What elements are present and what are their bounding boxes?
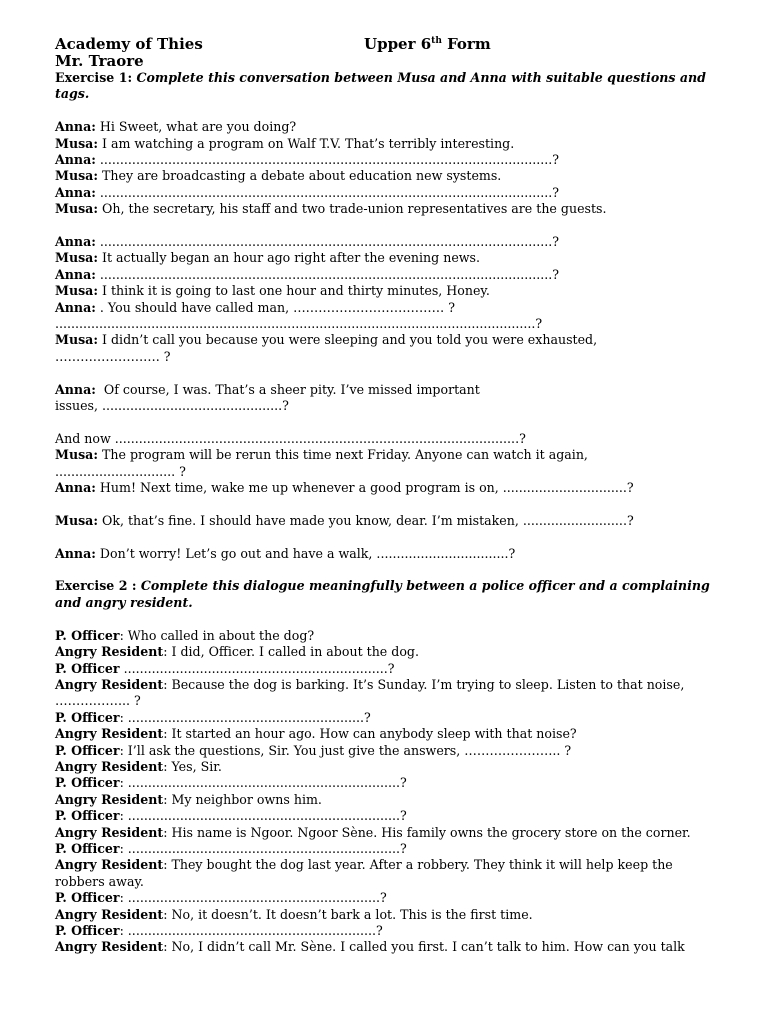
line-text: : I did, Officer. I called in about the dog. xyxy=(163,644,419,660)
dialogue-line xyxy=(55,464,715,480)
dialogue-line xyxy=(55,710,715,726)
dialogue-line xyxy=(55,250,715,266)
dialogue-line xyxy=(55,726,715,742)
line-text: : No, it doesn’t. It doesn’t bark a lot. This is the first time. xyxy=(163,906,533,922)
class-level xyxy=(364,36,491,53)
line-text: : His name is Ngoor. Ngoor Sène. His family owns the grocery store on the corner. xyxy=(163,824,691,840)
spacer xyxy=(55,218,715,234)
speaker-name: Musa: xyxy=(55,512,98,528)
spacer xyxy=(55,611,715,627)
teacher-name: Mr. Traore xyxy=(55,52,144,70)
dialogue-line xyxy=(55,513,715,529)
dialogue-line xyxy=(55,825,715,841)
dialogue-line xyxy=(55,677,715,693)
line-text: : It started an hour ago. How can anybody sleep with that noise? xyxy=(163,726,577,742)
dialogue-line xyxy=(55,300,715,316)
speaker-name: P. Officer xyxy=(55,660,120,676)
line-text: issues, .............................................? xyxy=(55,398,289,414)
line-text: : ....................................................................? xyxy=(119,840,407,856)
speaker-name: Angry Resident xyxy=(55,857,164,873)
line-text: : No, I didn’t call Mr. Sène. I called you first. I can’t talk to him. How can you talk xyxy=(163,939,685,955)
line-text: Oh, the secretary, his staff and two trade-union representatives are the guests. xyxy=(98,201,607,217)
speaker-name: Musa: xyxy=(55,332,98,348)
dialogue-line xyxy=(55,923,715,939)
dialogue-line xyxy=(55,661,715,677)
line-text: They are broadcasting a debate about education new systems. xyxy=(98,168,502,184)
line-text: : ....................................................................? xyxy=(119,808,407,824)
speaker-name: Musa: xyxy=(55,168,98,184)
speaker-name: P. Officer xyxy=(55,742,120,758)
dialogue-line xyxy=(55,185,715,201)
line-text: : ...........................................................? xyxy=(119,709,371,725)
dialogue-line xyxy=(55,743,715,759)
speaker-name: P. Officer xyxy=(55,709,120,725)
class-level-sup: th xyxy=(431,36,442,46)
class-level-prefix: Upper 6 xyxy=(364,35,432,53)
speaker-name: Musa: xyxy=(55,447,98,463)
dialogue-line xyxy=(55,939,715,955)
dialogue-line xyxy=(55,759,715,775)
spacer xyxy=(55,103,715,119)
speaker-name: Musa: xyxy=(55,283,98,299)
line-text: I didn’t call you because you were sleeping and you told you were exhausted, xyxy=(98,332,598,348)
dialogue-line xyxy=(55,890,715,906)
dialogue-line xyxy=(55,775,715,791)
speaker-name: Angry Resident xyxy=(55,906,164,922)
speaker-name: P. Officer xyxy=(55,840,120,856)
dialogue-line xyxy=(55,841,715,857)
dialogue-line xyxy=(55,546,715,562)
dialogue-line xyxy=(55,693,715,709)
dialogue-line xyxy=(55,447,715,463)
line-text: ……………………. ? xyxy=(55,348,171,364)
exercise-2 xyxy=(55,578,715,955)
line-text: . You should have called man, ……………………………… ? xyxy=(95,299,455,315)
speaker-name: Angry Resident xyxy=(55,824,164,840)
dialogue-line xyxy=(55,267,715,283)
exercise-2-instruction xyxy=(55,578,715,611)
line-text: And now .....................................................................................................? xyxy=(55,430,526,446)
speaker-name: Musa: xyxy=(55,201,98,217)
exercise-1-instruction xyxy=(55,70,715,103)
dialogue-line xyxy=(55,808,715,824)
school-name: Academy of Thies xyxy=(55,35,203,53)
dialogue-line xyxy=(55,857,715,873)
document-header xyxy=(55,36,715,70)
spacer xyxy=(55,562,715,578)
speaker-name: Anna: xyxy=(55,381,96,397)
line-text: .................................................................................................................? xyxy=(95,184,560,200)
dialogue-line xyxy=(55,316,715,332)
speaker-name: Anna: xyxy=(55,299,96,315)
speaker-name: Angry Resident xyxy=(55,791,164,807)
speaker-name: Angry Resident xyxy=(55,644,164,660)
line-text: Of course, I was. That’s a sheer pity. I’ve missed important xyxy=(95,381,480,397)
line-text: : ..............................................................? xyxy=(119,923,383,938)
dialogue-line xyxy=(55,136,715,152)
line-text: .................................................................................................................? xyxy=(95,266,560,282)
dialogue-line xyxy=(55,119,715,135)
exercise-2-instruction-text: Complete this dialogue meaningfully between a police officer and a complaining and angry resident. xyxy=(55,578,710,610)
exercise-1-dialogue xyxy=(55,119,715,562)
speaker-name: P. Officer xyxy=(55,808,120,824)
line-text: I think it is going to last one hour and thirty minutes, Honey. xyxy=(98,283,490,299)
dialogue-line xyxy=(55,332,715,348)
dialogue-line xyxy=(55,480,715,496)
speaker-name: Anna: xyxy=(55,152,96,168)
spacer xyxy=(55,414,715,430)
line-text: : ...............................................................? xyxy=(119,890,387,906)
dialogue-line xyxy=(55,234,715,250)
line-text: ........................................................................................................................? xyxy=(55,316,543,332)
line-text: Don’t worry! Let’s go out and have a walk, .................................? xyxy=(95,545,516,561)
speaker-name: Anna: xyxy=(55,545,96,561)
dialogue-line xyxy=(55,792,715,808)
dialogue-line xyxy=(55,382,715,398)
speaker-name: P. Officer xyxy=(55,627,120,643)
dialogue-line xyxy=(55,349,715,365)
line-text: It actually began an hour ago right after the evening news. xyxy=(98,250,481,266)
line-text: : My neighbor owns him. xyxy=(163,791,322,807)
speaker-name: Anna: xyxy=(55,266,96,282)
dialogue-line xyxy=(55,644,715,660)
speaker-name: Musa: xyxy=(55,135,98,151)
speaker-name: Angry Resident xyxy=(55,939,164,955)
line-text: ..................................................................? xyxy=(119,660,395,676)
speaker-name: Anna: xyxy=(55,184,96,200)
line-text: : Who called in about the dog? xyxy=(119,627,315,643)
line-text: : I’ll ask the questions, Sir. You just give the answers, ………………….. ? xyxy=(119,742,572,758)
speaker-name: Anna: xyxy=(55,480,96,496)
dialogue-line xyxy=(55,283,715,299)
exercise-1-instruction-text: Complete this conversation between Musa and Anna with suitable questions and tags. xyxy=(55,70,706,102)
line-text: : ....................................................................? xyxy=(119,775,407,791)
line-text: .................................................................................................................? xyxy=(95,234,560,250)
line-text: Ok, that’s fine. I should have made you know, dear. I’m mistaken, ..........................? xyxy=(98,512,634,528)
line-text: Hi Sweet, what are you doing? xyxy=(95,119,297,135)
line-text: : They bought the dog last year. After a robbery. They think it will help keep the xyxy=(163,857,673,873)
line-text: The program will be rerun this time next Friday. Anyone can watch it again, xyxy=(98,447,588,463)
speaker-name: Angry Resident xyxy=(55,676,164,692)
exercise-2-dialogue xyxy=(55,628,715,956)
speaker-name: Musa: xyxy=(55,250,98,266)
exercise-1 xyxy=(55,70,715,562)
line-text: Hum! Next time, wake me up whenever a good program is on, ...............................? xyxy=(95,480,634,496)
speaker-name: P. Officer xyxy=(55,890,120,906)
line-text: ……………... ? xyxy=(55,693,141,709)
speaker-name: P. Officer xyxy=(55,923,120,938)
speaker-name: Anna: xyxy=(55,119,96,135)
document-page xyxy=(55,36,715,956)
dialogue-line xyxy=(55,907,715,923)
dialogue-line xyxy=(55,168,715,184)
speaker-name: Angry Resident xyxy=(55,726,164,742)
speaker-name: P. Officer xyxy=(55,775,120,791)
class-level-suffix: Form xyxy=(441,35,491,53)
dialogue-line xyxy=(55,874,715,890)
line-text: robbers away. xyxy=(55,873,144,889)
spacer xyxy=(55,497,715,513)
dialogue-line xyxy=(55,152,715,168)
exercise-2-label: Exercise 2 : xyxy=(55,578,141,594)
line-text: I am watching a program on Walf T.V. That’s terribly interesting. xyxy=(98,135,515,151)
speaker-name: Angry Resident xyxy=(55,758,164,774)
dialogue-line xyxy=(55,431,715,447)
dialogue-line xyxy=(55,628,715,644)
spacer xyxy=(55,529,715,545)
dialogue-line xyxy=(55,398,715,414)
exercise-1-label: Exercise 1: xyxy=(55,70,137,85)
line-text: : Because the dog is barking. It’s Sunday. I’m trying to sleep. Listen to that noise, xyxy=(163,676,685,692)
line-text: .............................. ? xyxy=(55,463,186,479)
line-text: : Yes, Sir. xyxy=(163,758,222,774)
dialogue-line xyxy=(55,201,715,217)
speaker-name: Anna: xyxy=(55,234,96,250)
spacer xyxy=(55,365,715,381)
line-text: .................................................................................................................? xyxy=(95,152,560,168)
